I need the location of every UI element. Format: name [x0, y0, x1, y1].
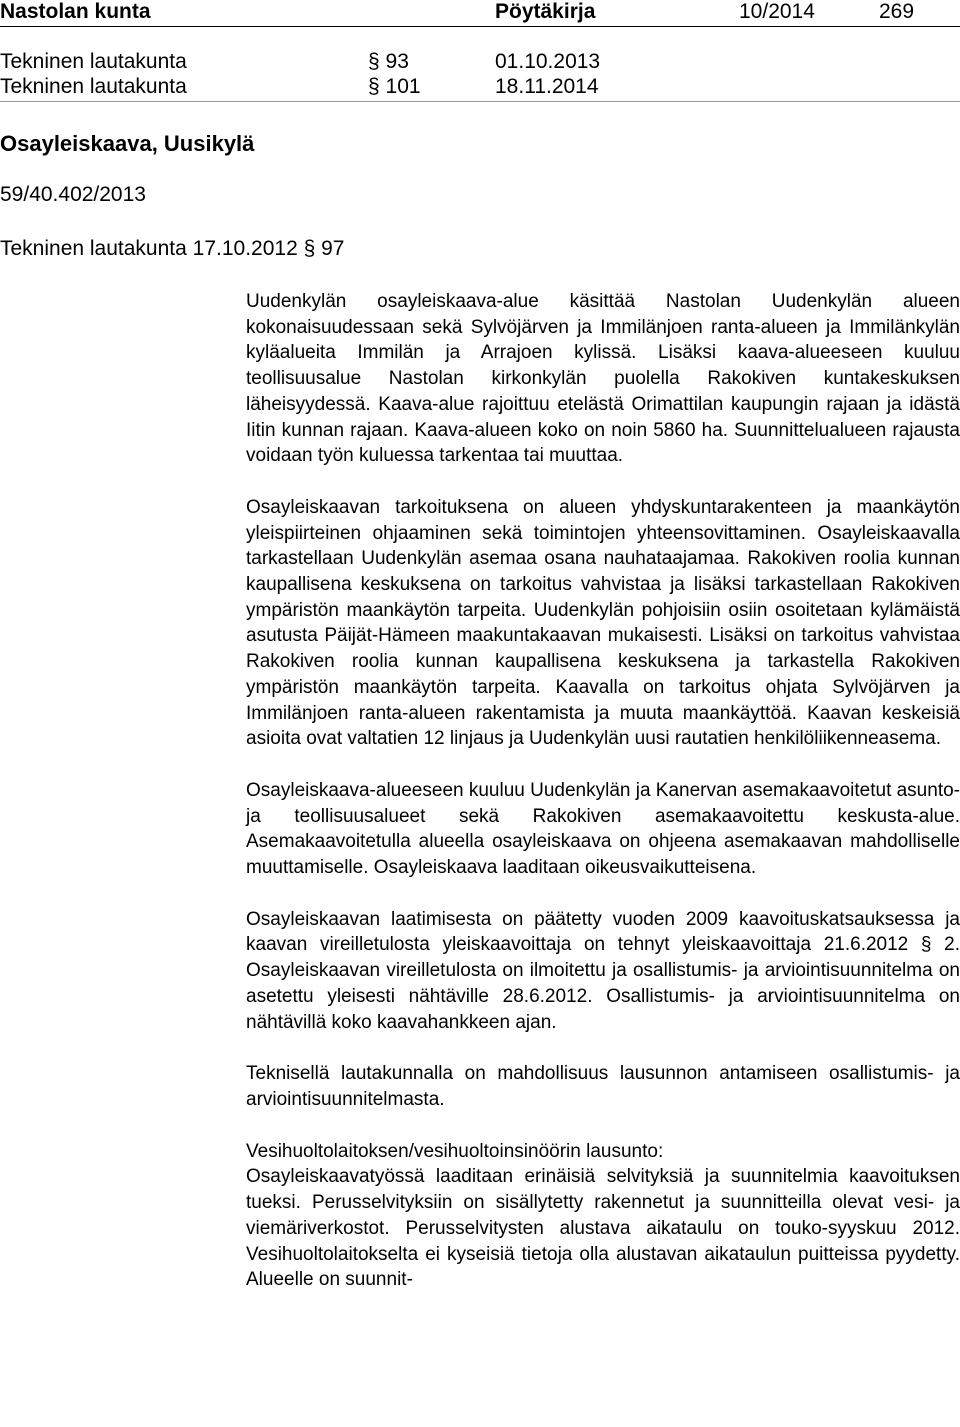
reference-date: 18.11.2014 — [495, 75, 599, 98]
reference-section: § 93 — [368, 50, 409, 73]
reference-body: Tekninen lautakunta — [0, 50, 187, 73]
document-type: Pöytäkirja — [495, 0, 596, 23]
header-divider — [0, 26, 960, 27]
statement-text: Osayleiskaavatyössä laaditaan erinäisiä selvityksiä ja suunnitelmia kaavoituksen tueksi. Perusselvityksiin on sisällytetty rakennetut ja suunnitteilla olevat vesi- ja viemäriverkostot. Perusselvitysten alustava aikataulu on touko-syyskuu 2012. Vesihuoltolaitokselta ei kyseisiä tietoja olla alustavan aikataulun puitteissa pyydetty. Alueelle on suunnit- — [246, 1166, 960, 1291]
organization-name: Nastolan kunta — [0, 0, 151, 23]
page-header — [0, 0, 960, 24]
previous-handling: Tekninen lautakunta 17.10.2012 § 97 — [0, 237, 345, 260]
paragraph: Osayleiskaavan tarkoituksena on alueen yhdyskuntarakenteen ja maankäytön yleispiirteinen ohjaaminen sekä toimintojen yhteensovittaminen. Osayleiskaavalla tarkastellaan Uudenkylän asemaa osana nauhataajamaa. Rakokiven roolia kunnan kaupallisena keskuksena on tarkoitus vahvistaa ja lisäksi tarkastellaan Rakokiven ympäristön maankäytön tarpeita. Uudenkylän pohjoisiin osiin osoitetaan kylämäistä asutusta Päijät-Hämeen maakuntakaavan mukaisesti. Lisäksi on tarkoitus vahvistaa Rakokiven roolia kunnan kaupallisena keskuksena ja tarkastella Rakokiven ympäristön maankäytön tarpeita. Kaavalla on tarkoitus ohjata Sylvöjärven ja Immilänjoen ranta-alueen rakentamista ja muuta maankäyttöä. Kaavan keskeisiä asioita ovat valtatien 12 linjaus ja Uudenkylän uusi rautatien henkilöliikenneasema. — [246, 496, 960, 750]
paragraph: Teknisellä lautakunnalla on mahdollisuus lausunnon antamiseen osallistumis- ja arviointisuunnitelmasta. — [246, 1063, 960, 1110]
reference-section: § 101 — [368, 75, 421, 98]
reference-divider — [0, 101, 960, 102]
document-body — [246, 289, 960, 1293]
matter-title: Osayleiskaava, Uusikylä — [0, 131, 255, 156]
issue-number: 10/2014 — [739, 0, 815, 23]
paragraph: Osayleiskaava-alueeseen kuuluu Uudenkylän ja Kanervan asemakaavoitetut asunto- ja teollisuusalueet sekä Rakokiven asemakaavoitettu keskusta-alue. Asemakaavoitetulla alueella osayleiskaava on ohjeena asemakaavan mahdolliselle muuttamiselle. Osayleiskaava laaditaan oikeusvaikutteisena. — [246, 779, 960, 879]
statement-heading: Vesihuoltolaitoksen/vesihuoltoinsinöörin lausunto: — [246, 1140, 664, 1162]
paragraph: Osayleiskaavan laatimisesta on päätetty vuoden 2009 kaavoituskatsauksessa ja kaavan vireilletulosta yleiskaavoittaja on tehnyt yleiskaavoittaja 21.6.2012 § 2. Osayleiskaavan vireilletulosta on ilmoitettu ja osallistumis- ja arviointisuunnitelma on asetettu yleisesti nähtäville 28.6.2012. Osallistumis- ja arviointisuunnitelma on nähtävillä koko kaavahankkeen ajan. — [246, 908, 960, 1033]
diary-number: 59/40.402/2013 — [0, 183, 146, 206]
reference-body: Tekninen lautakunta — [0, 75, 187, 98]
paragraph: Uudenkylän osayleiskaava-alue käsittää Nastolan Uudenkylän alueen kokonaisuudessaan sekä Sylvöjärven ja Immilänjoen ranta-alueen ja Immilänkylän kyläalueita Immilän ja Arrajoen kylissä. Lisäksi kaava-alueeseen kuuluu teollisuusalue Nastolan kirkonkylän puolella Rakokiven kuntakeskuksen läheisyydessä. Kaava-alue rajoittuu etelästä Orimattilan kaupungin rajaan ja idästä Iitin kunnan rajaan. Kaava-alueen koko on noin 5860 ha. Suunnittelualueen rajausta voidaan työn kuluessa tarkentaa tai muuttaa. — [246, 291, 960, 467]
page-number: 269 — [879, 0, 915, 23]
reference-date: 01.10.2013 — [495, 50, 601, 73]
